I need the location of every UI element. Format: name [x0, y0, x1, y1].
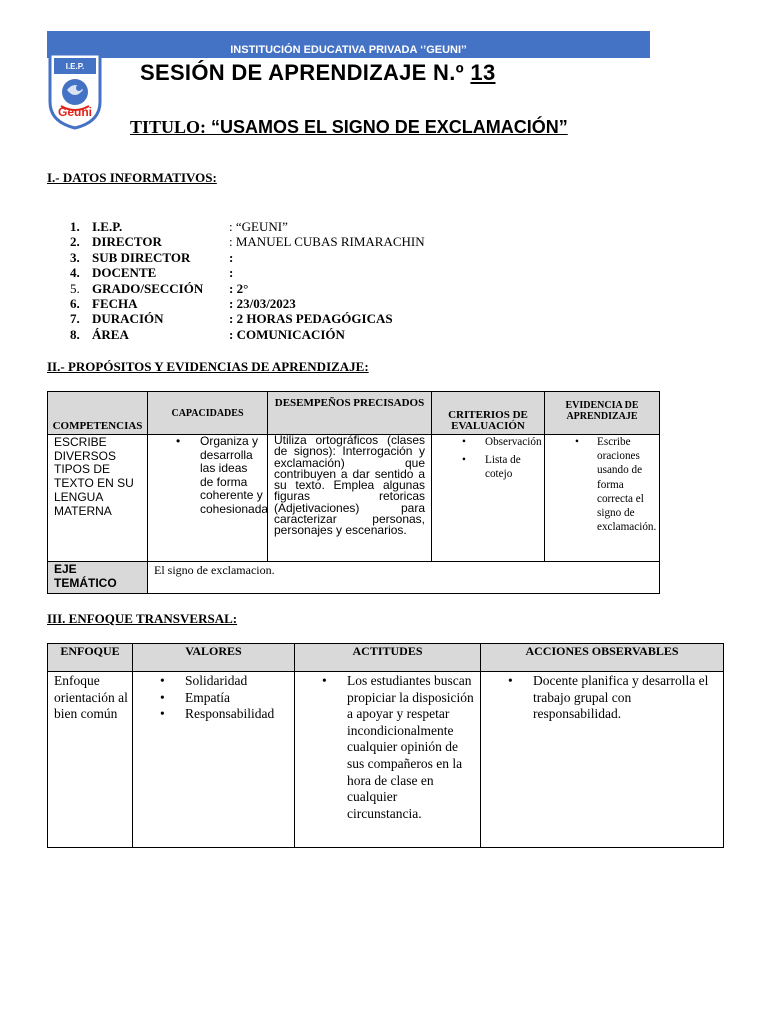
school-logo [47, 50, 103, 130]
info-num: 3. [70, 249, 80, 265]
eje-tematico-label: EJE TEMÁTICO [48, 562, 148, 594]
institution-banner [47, 31, 650, 58]
info-num: 1. [70, 219, 80, 234]
info-label: SUB DIRECTOR [92, 249, 191, 265]
list-item: • Escribe oraciones usando de forma correcta el signo de exclamación. [545, 435, 659, 534]
table-row [48, 435, 660, 562]
document-title [130, 117, 568, 138]
list-item: • Organiza y desarrolla las ideas de forma coherente y cohesionada [148, 435, 267, 517]
info-label: DURACIÓN [92, 311, 164, 327]
info-row [70, 219, 425, 234]
logo-top-text: I.E.P. [65, 62, 85, 71]
list-item: • Docente planifica y desarrolla el trabajo grupal con responsabilidad. [481, 673, 723, 723]
info-label: FECHA [92, 296, 138, 312]
header-evidencia: EVIDENCIA DE APRENDIZAJE [545, 392, 660, 435]
list-item: • Los estudiantes buscan propiciar la disposición a apoyar y respetar incondicionalmente cualquier opinión de sus compañeros en la hora de clase en cualquier circunstancia. [295, 673, 480, 822]
capacidades-cell [148, 435, 268, 562]
info-label: I.E.P. [92, 219, 123, 234]
actitudes-cell [295, 672, 481, 848]
info-row [70, 234, 425, 249]
valores-cell [133, 672, 295, 848]
info-value: : COMUNICACIÓN [229, 326, 345, 342]
info-value: : [229, 265, 234, 281]
section2-heading: II.- PROPÓSITOS Y EVIDENCIAS DE APRENDIZAJE: [47, 359, 369, 374]
info-label: DOCENTE [92, 265, 157, 281]
eje-tematico-value: El signo de exclamacion. [148, 562, 660, 594]
list-item: • Lista de cotejo [432, 453, 544, 482]
list-item: • Observación [432, 435, 544, 450]
competencia-cell: ESCRIBE DIVERSOS TIPOS DE TEXTO EN SU LENGUA MATERNA [48, 435, 148, 562]
session-title-prefix: SESIÓN DE APRENDIZAJE N.º [140, 60, 464, 85]
info-num: 5. [70, 280, 80, 296]
info-value: : [229, 249, 234, 265]
header-desempenos: DESEMPEÑOS PRECISADOS [268, 392, 432, 435]
info-row [70, 265, 425, 280]
header-valores: VALORES [133, 644, 295, 672]
institution-name: INSTITUCIÓN EDUCATIVA PRIVADA ‘’GEUNI’’ [230, 44, 467, 56]
info-label: GRADO/SECCIÓN [92, 280, 204, 296]
info-value: : MANUEL CUBAS RIMARACHIN [229, 234, 425, 250]
info-row [70, 281, 425, 296]
list-item: • Empatía [133, 690, 294, 707]
header-capacidades: CAPACIDADES [148, 392, 268, 435]
session-number: 13 [470, 60, 496, 85]
criterios-cell [432, 435, 545, 562]
table-row [48, 672, 724, 848]
info-value: : 2 HORAS PEDAGÓGICAS [229, 311, 393, 327]
info-num: 4. [70, 265, 80, 281]
table-header-row [48, 392, 660, 435]
info-value: : 2° [229, 280, 249, 296]
info-label: DIRECTOR [92, 234, 162, 250]
session-title [140, 60, 496, 86]
info-label: ÁREA [92, 326, 129, 342]
table-header-row [48, 644, 724, 672]
header-criterios: CRITERIOS DE EVALUACIÓN [432, 392, 545, 435]
info-num: 6. [70, 296, 80, 312]
table-row [48, 562, 660, 594]
acciones-cell [481, 672, 724, 848]
list-item: • Solidaridad [133, 673, 294, 690]
evidencia-cell [545, 435, 660, 562]
header-acciones: ACCIONES OBSERVABLES [481, 644, 724, 672]
info-num: 7. [70, 311, 80, 327]
section1-heading: I.- DATOS INFORMATIVOS: [47, 170, 217, 185]
title-label: TITULO: [130, 117, 207, 137]
header-competencias: COMPETENCIAS [48, 392, 148, 435]
title-text: “USAMOS EL SIGNO DE EXCLAMACIÓN” [206, 117, 568, 137]
transversal-table [47, 643, 724, 848]
logo-bottom-text: Geuni [57, 105, 93, 119]
header-actitudes: ACTITUDES [295, 644, 481, 672]
info-value: : 23/03/2023 [229, 296, 296, 312]
desempenos-cell: Utiliza ortográficos (clases de signos): Interrogación y exclamación) que contribuyen a dar sentido a su texto. Emplea algunas figuras retoricas (Adjetivaciones) para caracterizar personas, personajes y escenarios. [268, 435, 432, 562]
header-enfoque: ENFOQUE [48, 644, 133, 672]
enfoque-cell: Enfoque orientación al bien común [48, 672, 133, 848]
info-row [70, 311, 425, 326]
info-value: : “GEUNI” [229, 219, 288, 234]
section3-heading: III. ENFOQUE TRANSVERSAL: [47, 611, 238, 626]
info-num: 2. [70, 234, 80, 250]
purposes-table [47, 391, 660, 594]
info-num: 8. [70, 326, 80, 342]
info-row [70, 250, 425, 265]
info-row [70, 296, 425, 311]
info-row [70, 327, 425, 342]
list-item: • Responsabilidad [133, 706, 294, 723]
info-list [70, 219, 425, 342]
